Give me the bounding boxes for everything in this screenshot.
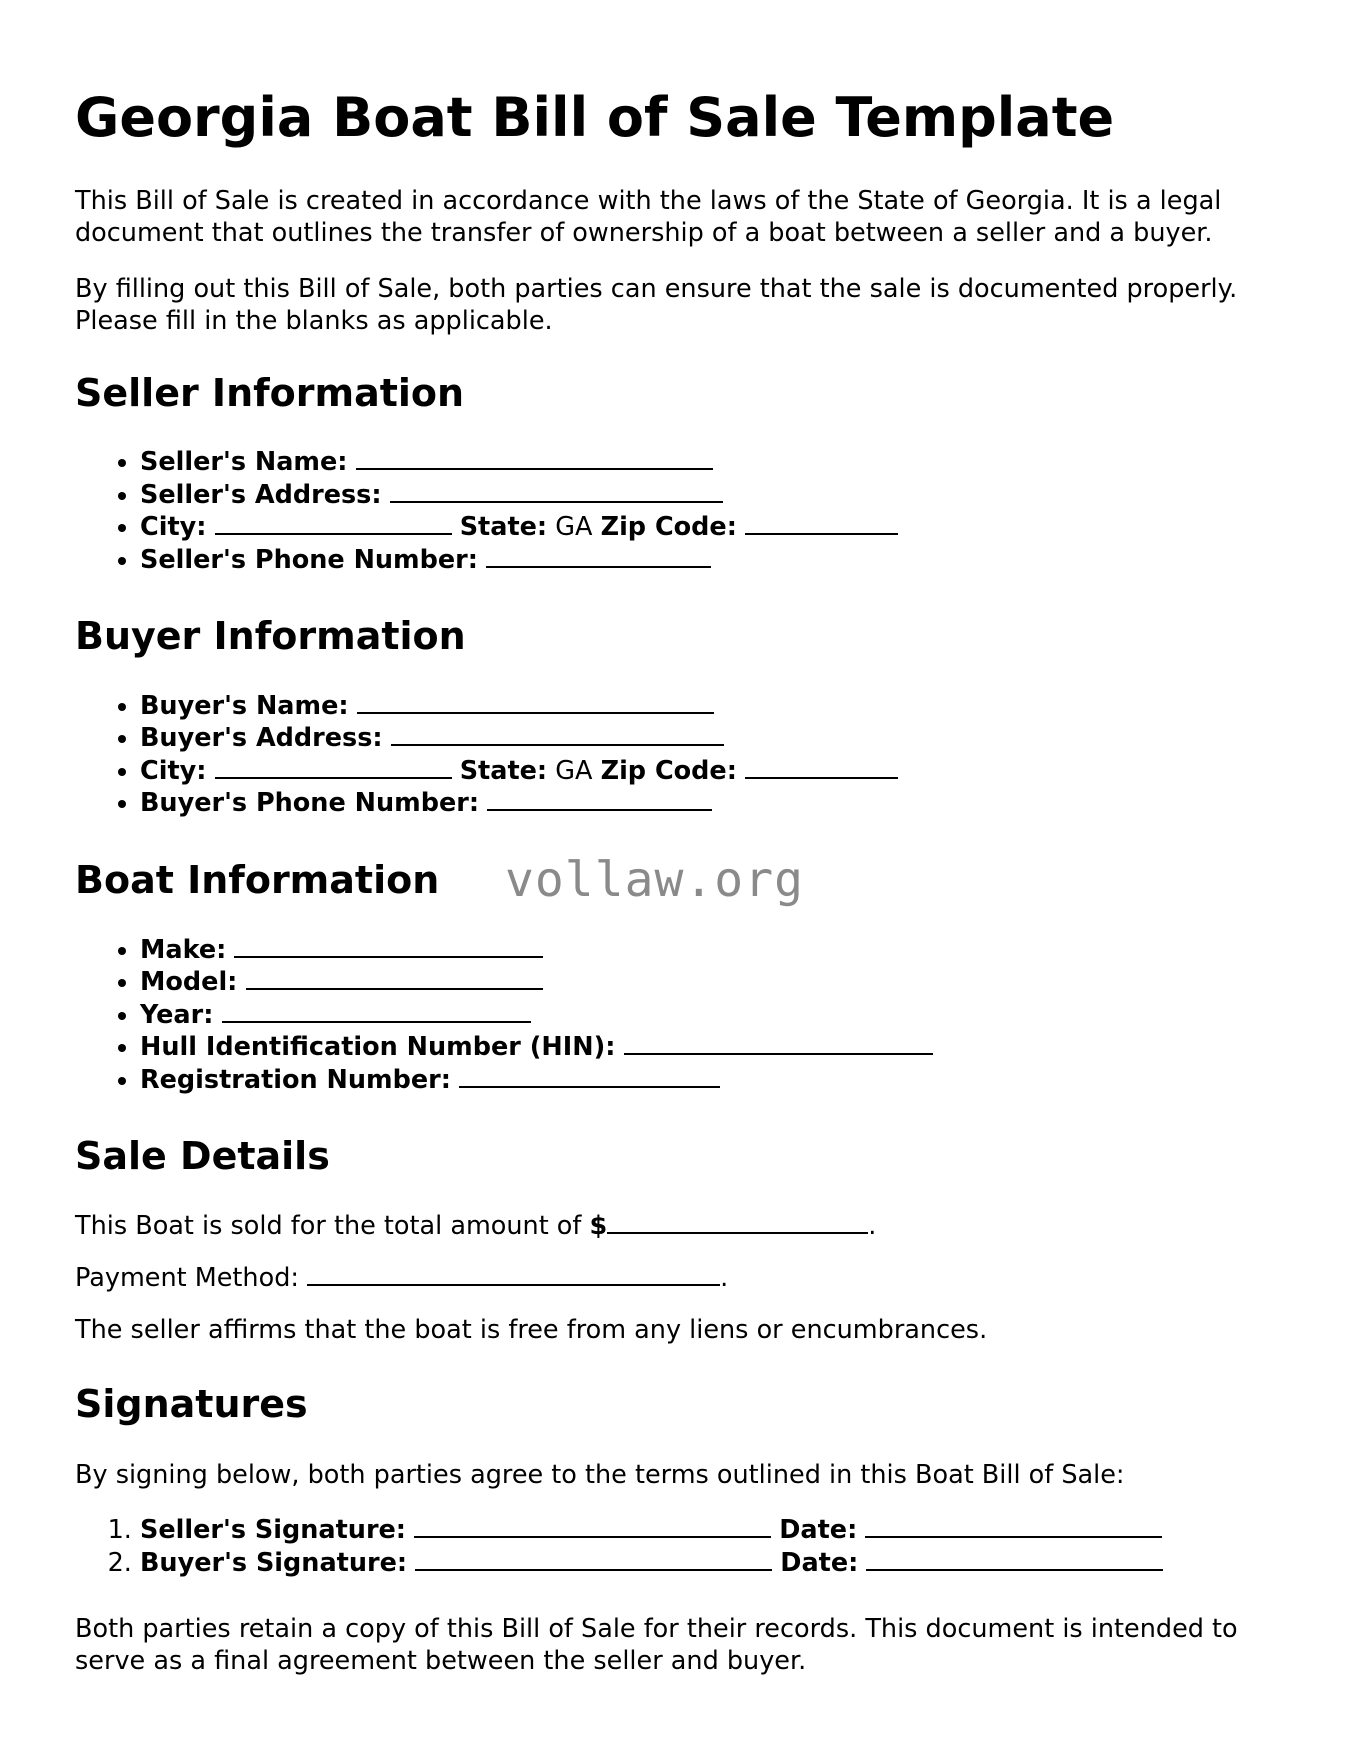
closing-paragraph: Both parties retain a copy of this Bill of Sale for their records. This document is intended to serve as a final agreement between the seller and buyer. (75, 1614, 1238, 1677)
buyer-city-blank[interactable] (215, 755, 452, 779)
buyer-city-label: City: (140, 755, 207, 786)
payment-method-label: Payment Method: (75, 1262, 299, 1293)
buyer-state-label: State: (459, 755, 548, 786)
buyer-zip-blank[interactable] (745, 755, 898, 779)
boat-registration-item (140, 1064, 1275, 1097)
seller-state-value: GA (555, 512, 593, 543)
boat-section-heading: Boat Information (75, 857, 440, 902)
boat-year-item (140, 999, 1275, 1032)
buyer-city-item (140, 755, 1275, 788)
boat-section-header (75, 851, 1275, 908)
buyer-date-label: Date: (780, 1547, 859, 1578)
seller-zip-blank[interactable] (745, 511, 898, 535)
watermark: vollaw.org (505, 851, 804, 908)
boat-hin-blank[interactable] (624, 1031, 933, 1055)
buyer-zip-label: Zip Code: (600, 755, 737, 786)
buyer-name-blank[interactable] (357, 690, 714, 714)
seller-zip-label: Zip Code: (600, 512, 737, 543)
buyer-signature-label: Buyer's Signature: (140, 1547, 408, 1578)
signature-list (75, 1514, 1275, 1579)
seller-phone-label: Seller's Phone Number: (140, 544, 478, 575)
boat-model-blank[interactable] (246, 966, 543, 990)
buyer-address-item (140, 722, 1275, 755)
boat-year-blank[interactable] (222, 999, 531, 1023)
liens-statement: The seller affirms that the boat is free from any liens or encumbrances. (75, 1314, 988, 1345)
intro-paragraph-2: By filling out this Bill of Sale, both parties can ensure that the sale is documented properly. Please fill in the blanks as applicable. (75, 273, 1238, 336)
signatures-intro: By signing below, both parties agree to the terms outlined in this Boat Bill of Sale: (75, 1460, 1125, 1491)
boat-model-label: Model: (140, 967, 238, 998)
seller-address-item (140, 479, 1275, 512)
boat-hin-item (140, 1031, 1275, 1064)
seller-phone-item (140, 544, 1275, 577)
boat-registration-blank[interactable] (459, 1064, 720, 1088)
boat-fields-list (75, 934, 1275, 1097)
buyer-name-label: Buyer's Name: (140, 690, 349, 721)
signatures-section-heading: Signatures (75, 1381, 308, 1426)
seller-signature-item (140, 1514, 1275, 1547)
seller-city-item (140, 511, 1275, 544)
seller-name-item (140, 446, 1275, 479)
buyer-fields-list (75, 690, 1275, 820)
sale-amount-currency: $ (589, 1210, 608, 1241)
boat-hin-label: Hull Identification Number (HIN): (140, 1032, 616, 1063)
seller-section-heading: Seller Information (75, 370, 465, 415)
buyer-phone-label: Buyer's Phone Number: (140, 788, 480, 819)
buyer-signature-blank[interactable] (415, 1547, 772, 1571)
sale-section-heading: Sale Details (75, 1134, 330, 1179)
buyer-address-label: Buyer's Address: (140, 723, 383, 754)
buyer-phone-item (140, 787, 1275, 820)
sale-amount-blank[interactable] (607, 1210, 868, 1234)
seller-city-blank[interactable] (215, 511, 452, 535)
boat-make-item (140, 934, 1275, 967)
boat-make-blank[interactable] (234, 934, 543, 958)
sale-amount-line (75, 1210, 1275, 1242)
seller-name-blank[interactable] (356, 446, 713, 470)
buyer-signature-item (140, 1547, 1275, 1580)
document-page (75, 86, 1275, 1677)
seller-fields-list (75, 446, 1275, 576)
sale-amount-period: . (868, 1210, 877, 1241)
seller-address-label: Seller's Address: (140, 479, 382, 510)
seller-date-blank[interactable] (865, 1514, 1162, 1538)
seller-signature-label: Seller's Signature: (140, 1515, 407, 1546)
buyer-address-blank[interactable] (391, 722, 724, 746)
seller-state-label: State: (459, 512, 548, 543)
buyer-section-heading: Buyer Information (75, 614, 466, 659)
payment-method-period: . (720, 1262, 729, 1293)
payment-method-line (75, 1262, 1275, 1294)
sale-amount-text: This Boat is sold for the total amount of (75, 1210, 582, 1241)
boat-year-label: Year: (140, 999, 214, 1030)
buyer-phone-blank[interactable] (487, 787, 712, 811)
buyer-date-blank[interactable] (866, 1547, 1163, 1571)
boat-make-label: Make: (140, 934, 227, 965)
seller-name-label: Seller's Name: (140, 447, 348, 478)
seller-date-label: Date: (779, 1515, 858, 1546)
page-title: Georgia Boat Bill of Sale Template (75, 86, 1115, 149)
seller-city-label: City: (140, 512, 207, 543)
seller-signature-blank[interactable] (414, 1514, 771, 1538)
boat-registration-label: Registration Number: (140, 1064, 451, 1095)
payment-method-blank[interactable] (307, 1262, 720, 1286)
buyer-name-item (140, 690, 1275, 723)
buyer-state-value: GA (555, 755, 593, 786)
seller-phone-blank[interactable] (486, 544, 711, 568)
boat-model-item (140, 966, 1275, 999)
intro-paragraph-1: This Bill of Sale is created in accordance with the laws of the State of Georgia. It is a legal document that outlines the transfer of ownership of a boat between a seller and a buyer. (75, 185, 1222, 248)
seller-address-blank[interactable] (390, 479, 723, 503)
